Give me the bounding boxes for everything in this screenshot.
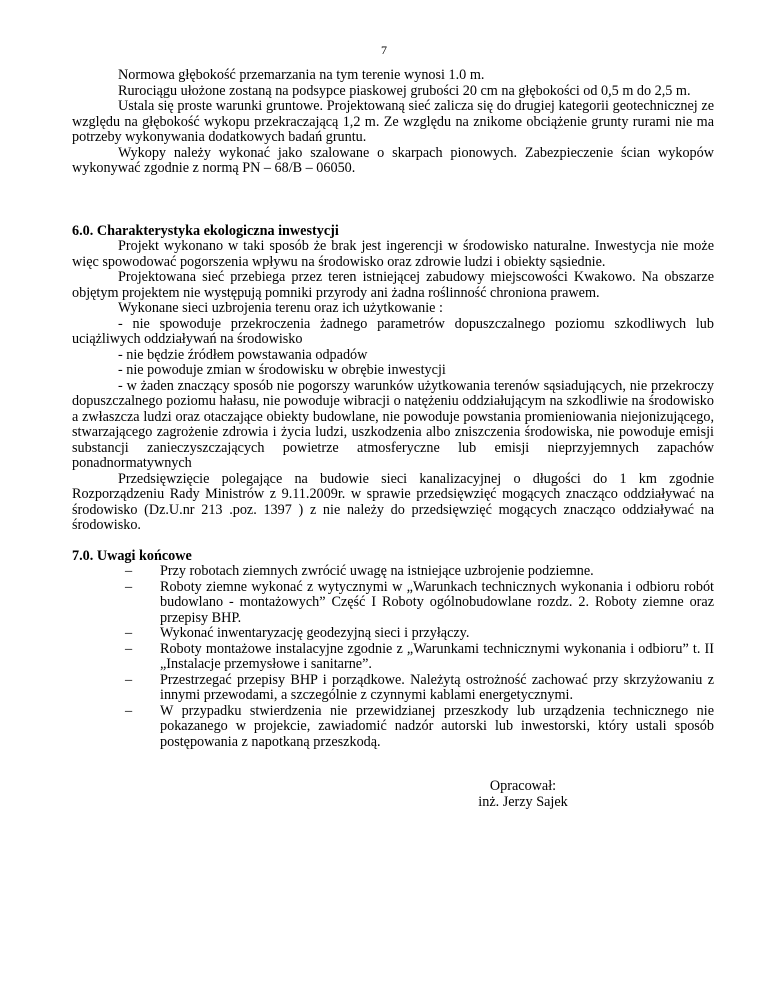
- soil-conditions-paragraph: Ustala się proste warunki gruntowe. Projektowaną sieć zalicza się do drugiej kategorii geotechnicznej ze względu na głębokość wykopu przekraczającą 1,2 m. Ze względu na znikome obciążenie grunty rurami nie ma potrzeby wykonywania dodatkowych badań gruntu.: [72, 98, 714, 145]
- dash-bullet: –: [125, 563, 133, 579]
- list-item: – Roboty ziemne wykonać z wytycznymi w „Warunkach technicznych wykonania i odbioru robót budowlano - montażowych” Część I Roboty ogólnobudowlane rozdz. 2. Roboty ziemne oraz przepisy BHP.: [125, 578, 714, 626]
- list-item: – W przypadku stwierdzenia nie przewidzianej przeszkody lub urządzenia technicznego nie pokazanego w projekcie, zawiadomić nadzór autorski lub inwestorski, który ustali sposób postępowania z napotkaną przeszkodą.: [125, 702, 714, 750]
- remarks-list: [72, 564, 714, 750]
- document-body: [72, 68, 714, 810]
- dash-bullet: –: [125, 578, 133, 595]
- dash-bullet: –: [125, 702, 133, 719]
- list-item: – Roboty montażowe instalacyjne zgodnie z „Warunkami technicznymi wykonania i odbioru” t. II „Instalacje przemysłowe i sanitarne”.: [125, 640, 714, 672]
- frost-depth-paragraph: Normowa głębokość przemarzania na tym terenie wynosi 1.0 m.: [118, 67, 485, 83]
- list-item: – Wykonać inwentaryzację geodezyjną sieci i przyłączy.: [125, 625, 470, 641]
- paragraph: Wykonane sieci uzbrojenia terenu oraz ich użytkowanie :: [118, 300, 443, 316]
- signature-block: [468, 779, 578, 810]
- paragraph: Projektowana sieć przebiega przez teren istniejącej zabudowy miejscowości Kwakowo. Na obszarze objętym projektem nie występują pomniki przyrody ani żadna roślinność chroniona prawem.: [72, 269, 714, 301]
- list-item: - w żaden znaczący sposób nie pogorszy warunków użytkowania terenów sąsiadujących, nie przekroczy dopuszczalnego poziomu hałasu, nie powoduje wibracji o natężeniu oddziałującym na szkodliwie na środowisko a zwłaszcza ludzi oraz otaczające obiekty budowlane, nie powoduje powstania promieniowania niejonizującego, stwarzającego zagrożenie zdrowia i życia ludzi, uszkodzenia albo zniszczenia środowiska, nie powoduje emisji substancji zanieczyszczających powietrze atmosferyczne lub emisji nieprzyjemnych zapachów ponadnormatywnych: [72, 377, 714, 471]
- page-number: 7: [381, 43, 387, 57]
- pipe-bedding-paragraph: Rurociągu ułożone zostaną na podsypce piaskowej grubości 20 cm na głębokości od 0,5 m do 2,5 m.: [118, 82, 691, 99]
- excavation-paragraph: Wykopy należy wykonać jako szalowane o skarpach pionowych. Zabezpieczenie ścian wykopów wykonywać zgodnie z normą PN – 68/B – 06050.: [72, 144, 714, 176]
- section-ecology: [72, 224, 714, 534]
- dash-bullet: –: [125, 671, 133, 688]
- list-item: – Przy robotach ziemnych zwrócić uwagę na istniejące uzbrojenie podziemne.: [125, 563, 594, 579]
- signature-label: Opracował:: [489, 778, 557, 794]
- list-item: - nie powoduje zmian w środowisku w obrębie inwestycji: [118, 362, 446, 378]
- section-heading: 6.0. Charakterystyka ekologiczna inwestycji: [72, 222, 339, 239]
- closing-paragraph: Przedsięwzięcie polegające na budowie sieci kanalizacyjnej o długości do 1 km zgodnie Rozporządzeniu Rady Ministrów z 9.11.2009r. w sprawie przedsięwzięć mogących znacząco oddziaływać na środowisko (Dz.U.nr 213 .poz. 1397 ) z nie należy do przedsięwzięć mogących znacząco oddziaływać na środowisko.: [72, 470, 714, 533]
- section-heading: 7.0. Uwagi końcowe: [72, 547, 192, 564]
- paragraph: Projekt wykonano w taki sposób że brak jest ingerencji w środowisko naturalne. Inwestycja nie może więc spowodować pogorszenia wpływu na środowisko oraz zdrowie ludzi i obiekty sąsiednie.: [72, 238, 714, 270]
- dash-bullet: –: [125, 625, 133, 641]
- list-item: – Przestrzegać przepisy BHP i porządkowe. Należytą ostrożność zachować przy skrzyżowaniu z innymi przewodami, a szczególnie z czynnymi kablami energetycznymi.: [125, 671, 714, 703]
- list-item: - nie spowoduje przekroczenia żadnego parametrów dopuszczalnego poziomu szkodliwych lub uciążliwych oddziaływań na środowisko: [72, 315, 714, 347]
- dash-bullet: –: [125, 640, 133, 657]
- signature-name: inż. Jerzy Sajek: [478, 793, 568, 810]
- list-item: - nie będzie źródłem powstawania odpadów: [118, 346, 368, 363]
- intro-section: [72, 68, 714, 177]
- section-final-remarks: [72, 549, 714, 751]
